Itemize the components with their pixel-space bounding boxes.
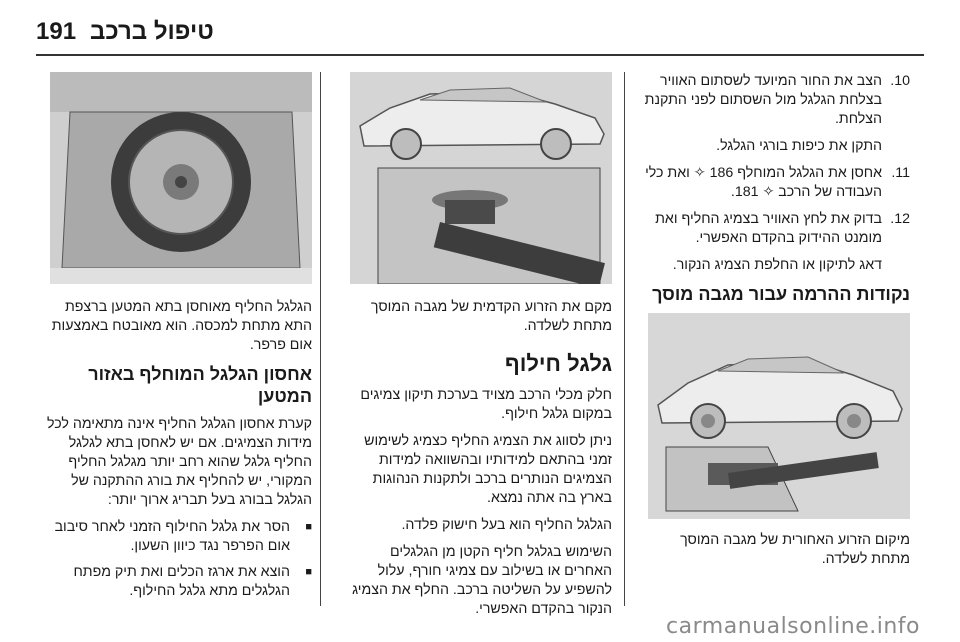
section-heading-trunk-storage: אחסון הגלגל המוחלף באזור המטען <box>88 364 312 406</box>
paragraph: חלק מכלי הרכב מצויד בערכת תיקון צמיגים במקום גלגל חילוף. <box>360 387 612 422</box>
step-11 <box>638 164 910 202</box>
trunk-spare-wheel-figure <box>50 72 312 284</box>
column-right <box>638 72 910 577</box>
bullet-item <box>40 563 312 601</box>
figure-caption: מיקום הזרוע האחורית של מגבה המוסך מתחת לשלדה. <box>680 532 910 567</box>
paragraph: הגלגל החליף הוא בעל חישוק פלדה. <box>401 517 612 533</box>
bullet-marker-icon: ■ <box>305 521 312 533</box>
header-rule <box>36 54 924 56</box>
bullet-marker-icon: ■ <box>305 566 312 578</box>
paragraph: השימוש בגלגל חליף הקטן מן הגלגלים האחרים או בשילוב עם צמיגי חורף, עלול להשפיע על השליטה ברכב. החלף את הצמיג הנקור בהקדם האפשרי. <box>352 544 612 617</box>
watermark-logo: carmanualsonline.info <box>666 614 920 639</box>
step-text: אחסן את הגלגל המוחלף 186 ✧ ואת כלי העבודה של הרכב ✧ 181. <box>645 165 882 200</box>
step-number: 10. <box>890 73 910 89</box>
section-heading-spare-wheel: גלגל חילוף <box>504 351 612 376</box>
step-12 <box>638 210 910 248</box>
paragraph: הגלגל החליף מאוחסן בתא המטען ברצפת התא מתחת למכסה. הוא מאובטח באמצעות אום פרפר. <box>51 299 312 353</box>
step-10 <box>638 72 910 129</box>
paragraph: ניתן לסווג את הצמיג החליף כצמיג לשימוש זמני בהתאם למידותיו ובהשוואה למידות הצמיגים הנותרים ברכב ולתקנות הנהוגות בארץ בה אתה נמצא. <box>364 433 612 506</box>
column-divider <box>320 72 321 606</box>
page-title: טיפול ברכב <box>90 18 214 45</box>
column-left <box>40 72 312 608</box>
step-text: הצב את החור המיועד לשסתום האוויר בצלחת הגלגל מול השסתום לפני התקנת הצלחת. <box>644 73 882 127</box>
step-text: בדוק את לחץ האוויר בצמיג החליף ואת מומנט ההידוק בהקדם האפשרי. <box>655 211 882 246</box>
column-middle <box>340 72 612 627</box>
figure-caption: מקם את הזרוע הקדמית של מגבה המוסך מתחת לשלדה. <box>370 299 612 334</box>
trunk-spare-illustration <box>50 72 312 284</box>
step-number: 12. <box>890 211 910 227</box>
bullet-text: הסר את גלגל החילוף הזמני לאחר סיבוב אום הפרפר נגד כיוון השעון. <box>54 519 290 554</box>
car-side-figure <box>648 313 910 519</box>
bullet-item <box>40 518 312 556</box>
step-note: התקן את כיפות בורגי הגלגל. <box>716 138 882 154</box>
page-number: 191 <box>36 18 77 45</box>
step-note: דאג לתיקון או החלפת הצמיג הנקור. <box>672 257 882 273</box>
section-heading-lift-points: נקודות ההרמה עבור מגבה מוסך <box>652 284 910 304</box>
bullet-text: הוצא את ארגז הכלים ואת תיק מפתח הגלגלים מתא גלגל החילוף. <box>73 564 290 599</box>
front-jack-illustration <box>350 72 612 284</box>
page-header <box>36 14 926 50</box>
car-front-jack-figure <box>350 72 612 284</box>
column-divider <box>624 72 625 606</box>
step-number: 11. <box>891 165 910 181</box>
paragraph: קערת אחסון הגלגל החליף אינה מתאימה לכל מידות הצמיגים. אם יש לאחסן בתא לגלגל החליף גלגל שהוא רחב יותר מגלגל החליף המקורי, יש להחליף את בורג ההתקנה של הגלגל בבורג בעל תבריג ארוך יותר: <box>46 416 312 508</box>
car-side-illustration <box>648 313 910 519</box>
